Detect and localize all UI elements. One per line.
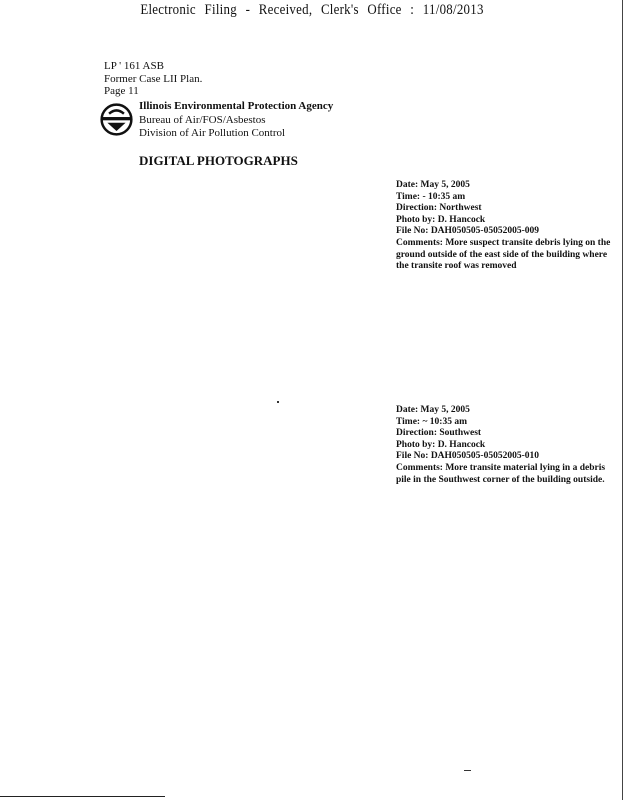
photo-comments: Comments: More transite material lying in a debris pile in the Southwest corner of the building outside.	[396, 462, 606, 485]
photo-direction: Direction: Northwest	[396, 203, 482, 214]
photo-by: Photo by: D. Hancock	[396, 439, 486, 450]
photo-caption-block-2	[396, 405, 612, 486]
photo-by: Photo by: D. Hancock	[396, 214, 486, 225]
photo-direction: Direction: Southwest	[396, 428, 482, 439]
agency-name: Illinois Environmental Protection Agency	[139, 100, 334, 112]
photo-file-no: File No: DAH050505-05052005-010	[396, 451, 540, 462]
photo-time: Time: - 10:35 am	[396, 191, 466, 202]
document-title: DIGITAL PHOTOGRAPHS	[139, 153, 298, 168]
footer-rule	[0, 796, 165, 797]
photo-time: Time: ~ 10:35 am	[396, 416, 467, 427]
page-edge-line	[622, 0, 623, 800]
agency-division: Division of Air Pollution Control	[139, 127, 286, 139]
agency-bureau: Bureau of Air/FOS/Asbestos	[139, 113, 266, 126]
photo-comments: Comments: More suspect transite debris lying on the ground outside of the east side of the building where the transite roof was removed	[396, 237, 611, 272]
illinois-epa-seal-icon	[100, 103, 133, 136]
agency-info	[139, 100, 333, 141]
photo-caption-block-1	[396, 180, 612, 273]
scan-dash-mark	[464, 770, 471, 771]
header-line-1: LP ' 161 ASB	[104, 60, 164, 72]
document-header	[104, 60, 202, 98]
scan-speck	[277, 401, 279, 403]
header-line-3: Page 11	[104, 85, 139, 97]
filing-stamp-banner: Electronic Filing - Received, Clerk's Office : 11/08/2013	[140, 2, 484, 18]
photo-date: Date: May 5, 2005	[396, 405, 470, 415]
header-line-2: Former Case LII Plan.	[104, 72, 203, 85]
photo-date: Date: May 5, 2005	[396, 180, 470, 190]
photo-file-no: File No: DAH050505-05052005-009	[396, 226, 540, 237]
